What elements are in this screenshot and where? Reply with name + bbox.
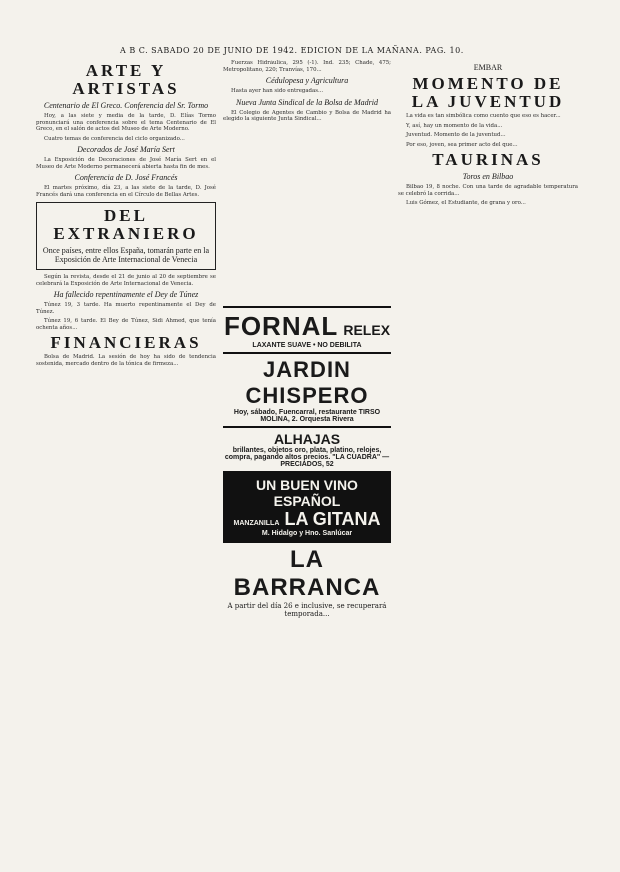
article-paragraph: Túnez 19, 6 tarde. El Bey de Túnez, Sidi Ahmed, que tenía ochenta años... — [36, 318, 216, 331]
article-paragraph: Túnez 19, 3 tarde. Ha muerto repentinamente el Dey de Túnez. — [36, 302, 216, 315]
ad-gitana — [223, 471, 391, 541]
advertisements — [223, 306, 391, 621]
ad-jardin-title: JARDIN CHISPERO — [245, 357, 369, 408]
ad-fornal — [223, 306, 391, 352]
article-headline-sert: Decorados de José María Sert — [77, 145, 175, 154]
article-paragraph: Cuatro temas de conferencia del ciclo organizado... — [44, 135, 185, 142]
article-paragraph: Según la revista, desde el 21 de junio al 20 de septiembre se celebrará la Exposición de Arte Internacional de Venecia. — [36, 274, 216, 287]
article-headline-junta: Nueva Junta Sindical de la Bolsa de Madrid — [236, 97, 378, 107]
article-paragraph: Hoy, a las siete y media de la tarde, D. Elías Tormo pronunciará una conferencia sobre el tema Centenario de El Greco, en el salón de actos del Museo de Arte Moderno. — [36, 113, 216, 132]
ad-gitana-manzanilla: MANZANILLA — [233, 520, 280, 527]
article-paragraph: El martes próximo, día 23, a las siete de la tarde, D. José Francés dará una conferencia en el Círculo de Bellas Artes. — [36, 185, 216, 198]
ad-gitana-headline: UN BUEN VINO ESPAÑOL — [256, 477, 358, 509]
article-paragraph: El Colegio de Agentes de Cambio y Bolsa de Madrid ha elegido la siguiente Junta Sindical... — [223, 109, 391, 122]
article-headline-bilbao: Toros en Bilbao — [462, 172, 514, 181]
ad-barranca — [223, 541, 391, 621]
boxed-section-extranjero — [36, 202, 216, 270]
ad-jardin-text: Hoy, sábado, Fuencarral, restaurante TIRSO MOLINA, 2. Orquesta Rivera — [233, 409, 381, 423]
page-header: A B C. SABADO 20 DE JUNIO DE 1942. EDICION DE LA MAÑANA. PAG. 10. — [120, 46, 464, 55]
article-paragraph: La vida es tan simbólica como cuento que eso es hacer... — [406, 113, 561, 119]
article-headline-venecia: Once países, entre ellos España, tomarán parte en la Exposición de Arte Internacional de Venecia — [42, 246, 210, 264]
ad-relex-brand: RELEX — [343, 322, 391, 338]
section-title-financieras: FINANCIERAS — [50, 333, 202, 352]
article-paragraph: Por eso, joven, sea primer acto del que... — [406, 141, 518, 148]
article-paragraph: Bolsa de Madrid. La sesión de hoy ha sido de tendencia sostenida, mercado dentro de la tónica de firmeza... — [36, 354, 216, 367]
section-title-arte: ARTE Y ARTISTAS — [72, 61, 180, 98]
article-headline-greco: Centenario de El Greco. Conferencia del Sr. Tormo — [43, 101, 209, 110]
ad-jardin — [223, 352, 391, 426]
section-title-extranjero: DEL EXTRANIERO — [53, 206, 199, 243]
ad-alhajas-text: brillantes, objetos oro, plata, platino, relojes, compra, pagando altos precios. "LA CUADRA" — PRECIADOS, 52 — [224, 447, 390, 468]
byline: EMBAR — [473, 63, 503, 72]
article-paragraph: Hasta ayer han sido entregadas... — [231, 88, 324, 94]
section-title-momento: MOMENTO DE LA JUVENTUD — [411, 74, 565, 111]
ad-alhajas-title: ALHAJAS — [273, 431, 341, 447]
article-headline-frances: Conferencia de D. José Francés — [74, 173, 178, 182]
section-title-taurinas: TAURINAS — [432, 150, 544, 169]
article-headline-dey: Ha fallecido repentinamente el Dey de Túnez — [53, 290, 199, 299]
ad-fornal-tagline: LAXANTE SUAVE • NO DEBILITA — [252, 342, 362, 349]
ad-barranca-title: LA BARRANCA — [233, 546, 381, 601]
article-headline-cedulas: Cédulopesa y Agricultura — [265, 76, 349, 85]
article-paragraph: Bilbao 19, 8 noche. Con una tarde de agradable temperatura se celebró la corrida... — [398, 184, 578, 197]
article-paragraph: Y, así, hay un momento de la vida... — [406, 122, 503, 129]
ad-fornal-brand: FORNAL — [223, 311, 339, 341]
article-paragraph: La Exposición de Decoraciones de José María Sert en el Museo de Arte Moderno permanecerá abierta hasta fin de mes. — [36, 157, 216, 170]
ad-alhajas — [223, 426, 391, 471]
ad-gitana-text: M. Hidalgo y Hno. Sanlúcar — [261, 530, 353, 537]
column-3 — [398, 60, 578, 860]
article-paragraph: Fuerzas Hidráulica, 295 (-1). Ind. 235; Chade, 475; Metropolitano, 220; Tranvías, 170... — [223, 60, 391, 73]
article-paragraph: Juventud. Momento de la juventud... — [406, 132, 506, 138]
column-1 — [36, 60, 216, 860]
ad-gitana-brand: LA GITANA — [284, 509, 381, 529]
ad-barranca-text: A partir del día 26 e inclusive, se recuperará temporada... — [227, 602, 387, 618]
article-paragraph: Luis Gómez, el Estudiante, de grana y oro... — [406, 200, 526, 206]
